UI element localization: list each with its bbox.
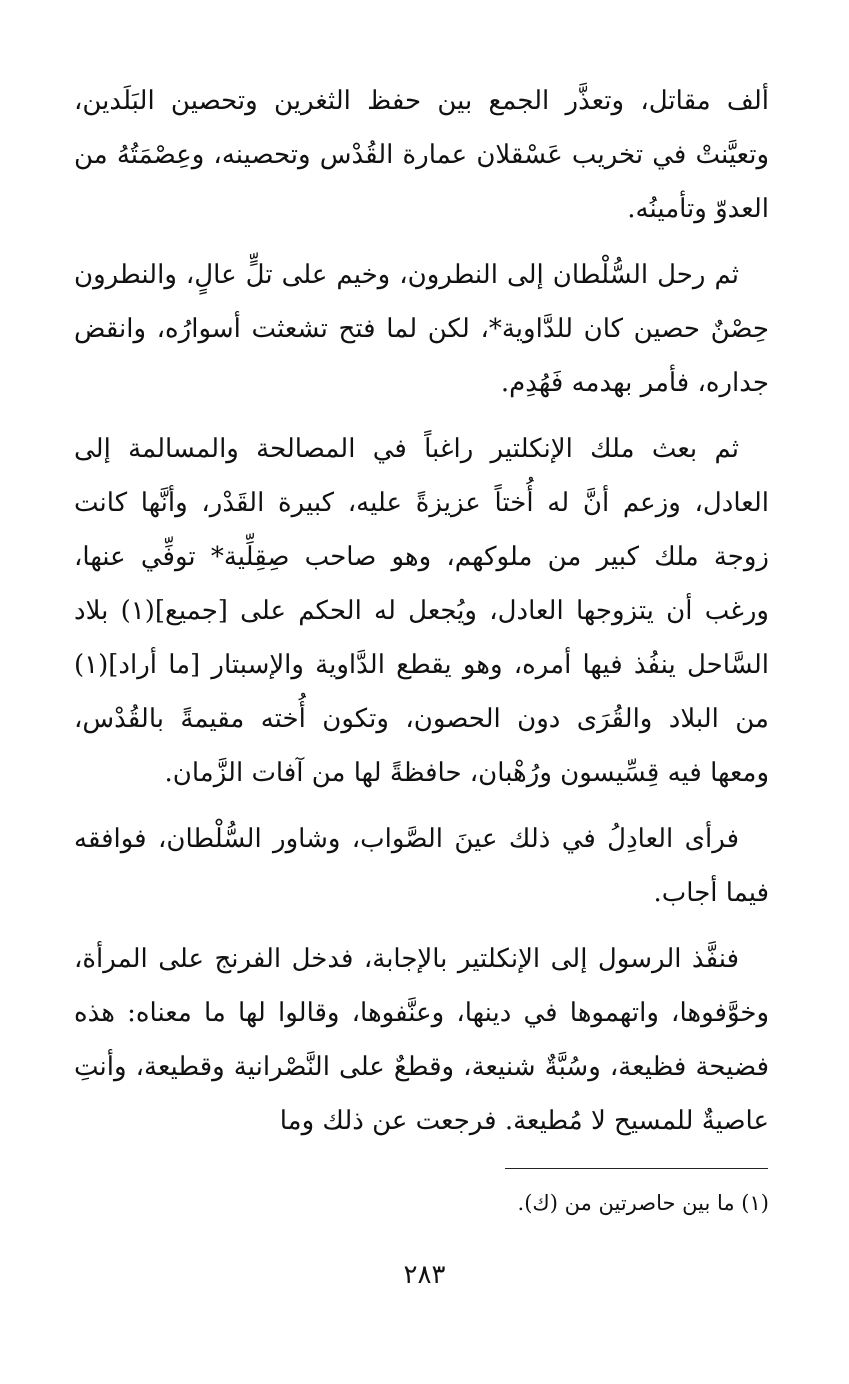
footnote: (١) ما بين حاصرتين من (ك). xyxy=(517,1191,769,1215)
paragraph-5: فنفَّذ الرسول إلى الإنكلتير بالإجابة، فدخل الفرنج على المرأة، وخوَّفوها، واتهموها في دينها، وعنَّفوها، وقالوا لها ما معناه: هذه فضيحة فظيعة، وسُبَّةٌ شنيعة، وقطعٌ على النَّصْرانية وقطيعة، وأنتِ عاصيةٌ للمسيح لا مُطيعة. فرجعت عن ذلك وما xyxy=(74,944,769,1136)
paragraph-3: ثم بعث ملك الإنكلتير راغباً في المصالحة والمسالمة إلى العادل، وزعم أنَّ له أُختاً عزيزةً عليه، كبيرة القَدْر، وأنَّها كانت زوجة ملك كبير من ملوكهم، وهو صاحب صِقِلِّية* توفِّي عنها، ورغب أن يتزوجها العادل، ويُجعل له الحكم على [جميع](١) بلاد السَّاحل ينفُذ فيها أمره، وهو يقطع الدَّاوية والإسبتار [ما أراد](١) من البلاد والقُرَى دون الحصون، وتكون أُخته مقيمةً بالقُدْس، ومعها فيه قِسِّيسون ورُهْبان، حافظةً لها من آفات الزَّمان. xyxy=(74,434,769,788)
main-text xyxy=(74,74,769,1160)
page-number: ٢٨٣ xyxy=(403,1260,446,1290)
footnote-divider xyxy=(505,1168,768,1169)
paragraph-1: ألف مقاتل، وتعذَّر الجمع بين حفظ الثغرين وتحصين البَلَدين، وتعيَّنتْ في تخريب عَسْقلان عمارة القُدْس وتحصينه، وعِصْمَتُهُ من العدوّ وتأمينُه. xyxy=(74,86,769,224)
paragraph-4: فرأى العادِلُ في ذلك عينَ الصَّواب، وشاور السُّلْطان، فوافقه فيما أجاب. xyxy=(74,824,769,908)
paragraph-2: ثم رحل السُّلْطان إلى النطرون، وخيم على تلٍّ عالٍ، والنطرون حِصْنٌ حصين كان للدَّاوية*، لكن لما فتح تشعثت أسوارُه، وانقض جداره، فأمر بهدمه فَهُدِم. xyxy=(74,260,769,398)
